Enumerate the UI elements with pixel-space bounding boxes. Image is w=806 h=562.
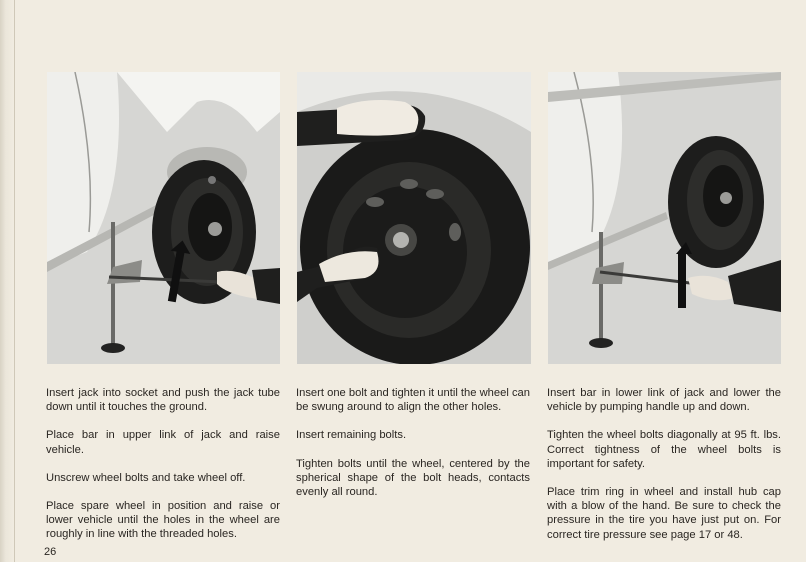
instruction-paragraph: Tighten bolts until the wheel, centered by the spherical shape of the bolt heads, contacts evenly all round. bbox=[296, 457, 530, 499]
instruction-paragraph: Insert one bolt and tighten it until the wheel can be swung around to align the other holes. bbox=[296, 387, 530, 414]
instruction-paragraph: Place spare wheel in position and raise or lower vehicle until the holes in the wheel are roughly in line with the threaded holes. bbox=[46, 500, 280, 541]
instruction-paragraph: Place trim ring in wheel and install hub cap with a blow of the hand. Be sure to check the pressure in the tire you have just put on. For correct tire pressure see page 17 or 48. bbox=[547, 486, 781, 541]
instruction-column-1 bbox=[46, 386, 280, 556]
instruction-paragraph: Insert remaining bolts. bbox=[296, 429, 407, 442]
instruction-paragraph: Tighten the wheel bolts diagonally at 95 ft. lbs. Correct tightness of the wheel bolts is important for safety. bbox=[547, 429, 781, 470]
instruction-paragraph: Unscrew wheel bolts and take wheel off. bbox=[46, 471, 246, 484]
photo-raise-vehicle bbox=[47, 72, 280, 364]
instruction-paragraph: Insert jack into socket and push the jack tube down until it touches the ground. bbox=[46, 387, 280, 414]
page-number: 26 bbox=[44, 546, 57, 558]
instruction-column-2 bbox=[296, 386, 530, 513]
instruction-column-3 bbox=[547, 386, 781, 556]
photo-lower-vehicle bbox=[548, 72, 781, 364]
instruction-paragraph: Insert bar in lower link of jack and lower the vehicle by pumping handle up and down. bbox=[547, 387, 781, 414]
page-binding-edge bbox=[0, 0, 15, 562]
instruction-paragraph: Place bar in upper link of jack and raise vehicle. bbox=[46, 429, 280, 456]
photo-insert-bolt bbox=[297, 72, 531, 364]
